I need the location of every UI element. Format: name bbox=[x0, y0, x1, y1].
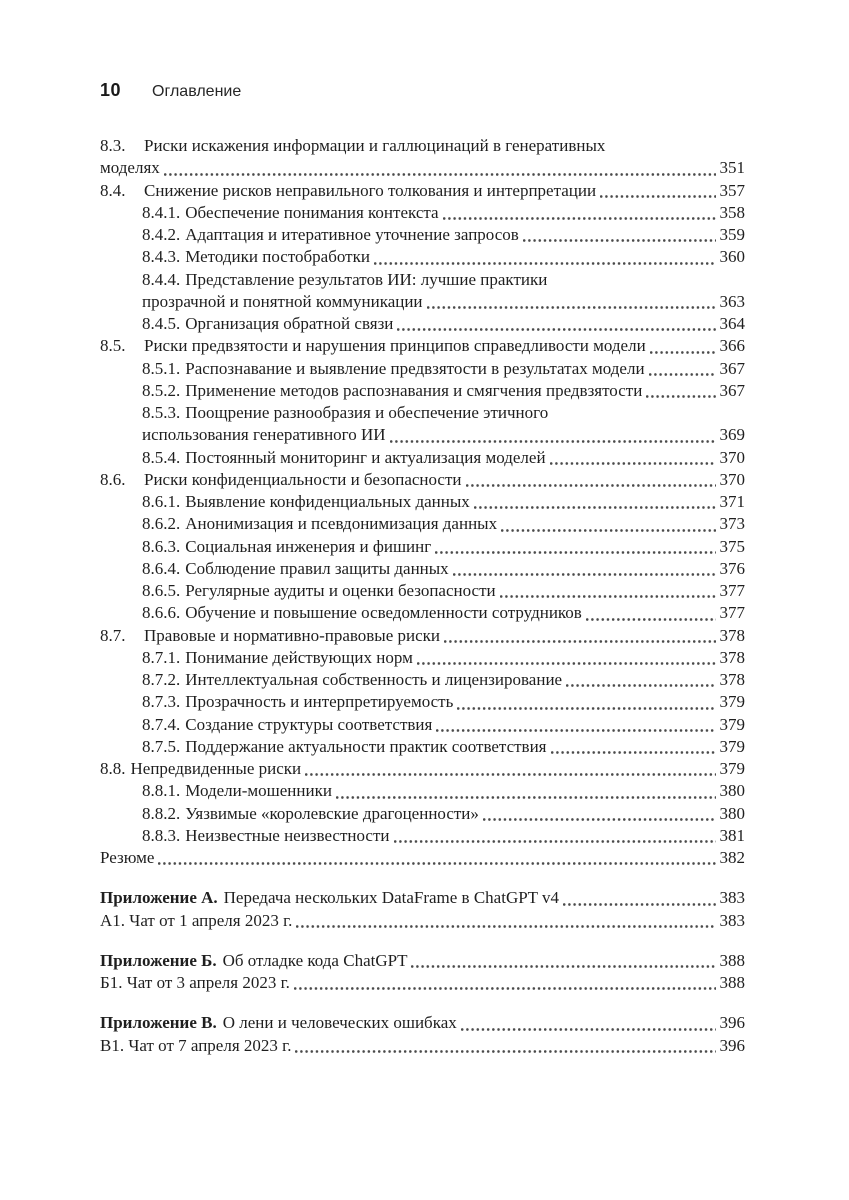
entry-number: 8.5.3. bbox=[142, 403, 181, 422]
toc-entry bbox=[100, 469, 745, 491]
dotted-leader bbox=[479, 803, 720, 825]
toc-entry bbox=[142, 580, 745, 602]
toc-list bbox=[100, 135, 745, 1057]
entry-label: Организация обратной связи bbox=[185, 314, 394, 333]
entry-label: Правовые и нормативно-правовые риски bbox=[144, 625, 441, 645]
entry-label: Применение методов распознавания и смягчения предвзятости bbox=[185, 380, 643, 400]
toc-entry-continuation bbox=[142, 291, 745, 313]
entry-label: моделях bbox=[100, 158, 160, 178]
dotted-leader bbox=[562, 669, 719, 691]
toc-entry bbox=[142, 602, 745, 624]
dotted-leader bbox=[301, 758, 719, 780]
dotted-leader bbox=[642, 380, 719, 402]
toc-entry bbox=[100, 135, 745, 157]
dotted-leader bbox=[646, 335, 720, 357]
page-ref: 383 bbox=[719, 888, 745, 908]
page-ref: 360 bbox=[719, 247, 745, 267]
entry-number: 8.4.5. bbox=[142, 314, 181, 333]
entry-label: Прозрачность и интерпретируемость bbox=[185, 692, 454, 712]
entry-number: 8.7.2. bbox=[142, 670, 181, 689]
appendix-title: Передача нескольких DataFrame в ChatGPT v4 bbox=[223, 888, 559, 908]
toc-entry-continuation bbox=[100, 157, 745, 179]
entry-label: Обеспечение понимания контекста bbox=[185, 202, 439, 222]
entry-label: Регулярные аудиты и оценки безопасности bbox=[185, 581, 496, 600]
appendix-prefix: Приложение А. bbox=[100, 888, 218, 908]
entry-label: Поддержание актуальности практик соответствия bbox=[185, 736, 547, 756]
toc-entry bbox=[142, 313, 745, 335]
dotted-leader bbox=[470, 491, 720, 513]
page-ref: 380 bbox=[719, 781, 745, 801]
entry-label: Риски искажения информации и галлюцинаций в генеративных bbox=[144, 136, 606, 155]
entry-number: 8.4.1. bbox=[142, 202, 181, 222]
toc-entry bbox=[100, 758, 745, 780]
dotted-leader bbox=[390, 825, 720, 847]
toc-entry bbox=[142, 358, 745, 380]
toc-entry bbox=[142, 558, 745, 580]
dotted-leader bbox=[386, 424, 720, 446]
page-ref: 381 bbox=[719, 825, 745, 845]
entry-number: 8.6.6. bbox=[142, 603, 181, 623]
entry-number: 8.6.1. bbox=[142, 492, 181, 511]
page-number: 10 bbox=[100, 80, 122, 100]
page-ref: 388 bbox=[719, 973, 745, 992]
entry-label: В1. Чат от 7 апреля 2023 г. bbox=[100, 1035, 292, 1055]
dotted-leader bbox=[439, 202, 720, 224]
toc-entry-continuation bbox=[142, 424, 745, 446]
page-ref: 377 bbox=[719, 603, 745, 623]
toc-entry bbox=[142, 269, 745, 291]
entry-label: Анонимизация и псевдонимизация данных bbox=[185, 514, 498, 534]
dotted-leader bbox=[332, 780, 720, 802]
entry-label: Непредвиденные риски bbox=[130, 759, 302, 778]
entry-number: 8.8.1. bbox=[142, 781, 181, 801]
dotted-leader bbox=[596, 180, 719, 202]
entry-label: Риски конфиденциальности и безопасности bbox=[144, 469, 462, 489]
entry-label: Адаптация и итеративное уточнение запросов bbox=[185, 225, 519, 244]
page-ref: 396 bbox=[719, 1035, 745, 1055]
dotted-leader bbox=[462, 469, 720, 491]
appendix-prefix: Приложение Б. bbox=[100, 950, 217, 970]
toc-entry bbox=[142, 246, 745, 268]
page-ref: 367 bbox=[719, 358, 745, 378]
dotted-leader bbox=[453, 691, 719, 713]
entry-number: 8.8.3. bbox=[142, 825, 181, 845]
entry-label: Снижение рисков неправильного толкования и интерпретации bbox=[144, 180, 597, 200]
page-ref: 366 bbox=[719, 336, 745, 356]
toc-entry bbox=[142, 536, 745, 558]
dotted-leader bbox=[645, 358, 720, 380]
toc-entry bbox=[142, 380, 745, 402]
page-ref: 378 bbox=[719, 625, 745, 645]
entry-label: Понимание действующих норм bbox=[185, 647, 413, 667]
page-ref: 357 bbox=[719, 180, 745, 200]
entry-label: Социальная инженерия и фишинг bbox=[185, 536, 432, 556]
appendix-title: О лени и человеческих ошибках bbox=[222, 1013, 457, 1033]
toc-entry bbox=[142, 647, 745, 669]
entry-label: Неизвестные неизвестности bbox=[185, 825, 390, 845]
entry-number: 8.5.1. bbox=[142, 358, 181, 378]
entry-number: 8.6.3. bbox=[142, 536, 181, 556]
dotted-leader bbox=[432, 714, 719, 736]
toc-entry bbox=[142, 736, 745, 758]
entry-label: Обучение и повышение осведомленности сотрудников bbox=[185, 603, 582, 623]
dotted-leader bbox=[431, 536, 719, 558]
page-ref: 382 bbox=[719, 848, 745, 867]
entry-number: 8.7.3. bbox=[142, 692, 181, 712]
dotted-leader bbox=[393, 313, 719, 335]
page-ref: 364 bbox=[719, 314, 745, 333]
toc-entry bbox=[142, 447, 745, 469]
entry-number: 8.5. bbox=[100, 336, 126, 356]
entry-label: использования генеративного ИИ bbox=[142, 425, 386, 445]
dotted-leader bbox=[582, 602, 720, 624]
dotted-leader bbox=[440, 625, 719, 647]
entry-label: Постоянный мониторинг и актуализация моделей bbox=[185, 447, 546, 467]
entry-number: 8.4.3. bbox=[142, 247, 181, 267]
toc-entry bbox=[142, 491, 745, 513]
dotted-leader bbox=[497, 513, 719, 535]
page-ref: 377 bbox=[719, 581, 745, 600]
entry-number: 8.8.2. bbox=[142, 803, 181, 823]
page-ref: 380 bbox=[719, 803, 745, 823]
entry-label: А1. Чат от 1 апреля 2023 г. bbox=[100, 910, 293, 930]
page-ref: 351 bbox=[719, 158, 745, 178]
toc-entry bbox=[100, 847, 745, 869]
toc-entry bbox=[142, 402, 745, 424]
dotted-leader bbox=[370, 246, 720, 268]
entry-label: Создание структуры соответствия bbox=[185, 714, 433, 734]
dotted-leader bbox=[423, 291, 720, 313]
toc-entry bbox=[142, 691, 745, 713]
page-ref: 383 bbox=[719, 910, 745, 930]
page-ref: 379 bbox=[719, 736, 745, 756]
page-ref: 379 bbox=[719, 692, 745, 712]
page-ref: 376 bbox=[719, 558, 745, 578]
toc-entry bbox=[142, 825, 745, 847]
entry-label: Выявление конфиденциальных данных bbox=[185, 492, 470, 511]
page-ref: 371 bbox=[719, 492, 745, 511]
entry-label: Резюме bbox=[100, 848, 155, 867]
dotted-leader bbox=[154, 847, 719, 869]
dotted-leader bbox=[290, 972, 720, 994]
appendix-sub-entry bbox=[100, 972, 745, 994]
entry-label: Риски предвзятости и нарушения принципов справедливости модели bbox=[144, 336, 646, 356]
toc-entry bbox=[142, 714, 745, 736]
dotted-leader bbox=[496, 580, 720, 602]
toc-entry bbox=[100, 335, 745, 357]
entry-number: 8.5.2. bbox=[142, 380, 181, 400]
toc-entry bbox=[142, 224, 745, 246]
running-title: Оглавление bbox=[152, 83, 242, 100]
entry-label: Уязвимые «королевские драгоценности» bbox=[185, 803, 479, 823]
page-ref: 369 bbox=[719, 425, 745, 445]
appendix-prefix: Приложение В. bbox=[100, 1013, 217, 1033]
page-ref: 396 bbox=[719, 1013, 745, 1033]
toc-entry bbox=[142, 513, 745, 535]
page-ref: 378 bbox=[719, 670, 745, 689]
toc-entry bbox=[142, 780, 745, 802]
dotted-leader bbox=[413, 647, 720, 669]
dotted-leader bbox=[160, 157, 720, 179]
page-ref: 359 bbox=[719, 225, 745, 244]
entry-number: 8.4.2. bbox=[142, 225, 181, 244]
dotted-leader bbox=[291, 1035, 719, 1057]
dotted-leader bbox=[292, 910, 719, 932]
dotted-leader bbox=[457, 1012, 720, 1034]
dotted-leader bbox=[407, 950, 719, 972]
appendix-entry bbox=[100, 950, 745, 972]
appendix-sub-entry bbox=[100, 910, 745, 932]
page-ref: 375 bbox=[719, 536, 745, 556]
entry-number: 8.6. bbox=[100, 469, 126, 489]
page-ref: 378 bbox=[719, 647, 745, 667]
entry-number: 8.7.1. bbox=[142, 647, 181, 667]
entry-number: 8.7.5. bbox=[142, 736, 181, 756]
entry-label: Б1. Чат от 3 апреля 2023 г. bbox=[100, 973, 290, 992]
entry-number: 8.7.4. bbox=[142, 714, 181, 734]
page-ref: 367 bbox=[719, 380, 745, 400]
dotted-leader bbox=[559, 887, 720, 909]
entry-label: Поощрение разнообразия и обеспечение этичного bbox=[185, 403, 549, 422]
appendix-entry bbox=[100, 887, 745, 909]
toc-entry bbox=[100, 180, 745, 202]
toc-entry bbox=[142, 202, 745, 224]
dotted-leader bbox=[449, 558, 720, 580]
entry-number: 8.7. bbox=[100, 625, 126, 645]
entry-label: Соблюдение правил защиты данных bbox=[185, 558, 449, 578]
entry-number: 8.4. bbox=[100, 180, 126, 200]
page-ref: 358 bbox=[719, 202, 745, 222]
entry-number: 8.3. bbox=[100, 136, 126, 155]
appendix-title: Об отладке кода ChatGPT bbox=[222, 950, 408, 970]
entry-label: прозрачной и понятной коммуникации bbox=[142, 291, 423, 311]
entry-number: 8.6.2. bbox=[142, 514, 181, 534]
page-ref: 370 bbox=[719, 447, 745, 467]
toc-entry bbox=[100, 625, 745, 647]
entry-label: Распознавание и выявление предвзятости в результатах модели bbox=[185, 358, 645, 378]
page-ref: 388 bbox=[719, 950, 745, 970]
page-ref: 373 bbox=[719, 514, 745, 534]
page-ref: 379 bbox=[719, 714, 745, 734]
dotted-leader bbox=[547, 736, 720, 758]
appendix-entry bbox=[100, 1012, 745, 1034]
entry-label: Интеллектуальная собственность и лицензирование bbox=[185, 670, 563, 689]
page-ref: 363 bbox=[719, 291, 745, 311]
page-ref: 379 bbox=[719, 759, 745, 778]
entry-number: 8.8. bbox=[100, 759, 126, 778]
entry-number: 8.5.4. bbox=[142, 447, 181, 467]
entry-label: Представление результатов ИИ: лучшие практики bbox=[185, 269, 548, 289]
dotted-leader bbox=[519, 224, 720, 246]
entry-number: 8.6.5. bbox=[142, 581, 181, 600]
toc-entry bbox=[142, 803, 745, 825]
entry-label: Методики постобработки bbox=[185, 247, 370, 267]
page-header bbox=[100, 80, 745, 101]
toc-entry bbox=[142, 669, 745, 691]
appendix-sub-entry bbox=[100, 1035, 745, 1057]
entry-number: 8.6.4. bbox=[142, 558, 181, 578]
entry-number: 8.4.4. bbox=[142, 269, 181, 289]
entry-label: Модели-мошенники bbox=[185, 781, 332, 801]
page-ref: 370 bbox=[719, 469, 745, 489]
dotted-leader bbox=[546, 447, 720, 469]
